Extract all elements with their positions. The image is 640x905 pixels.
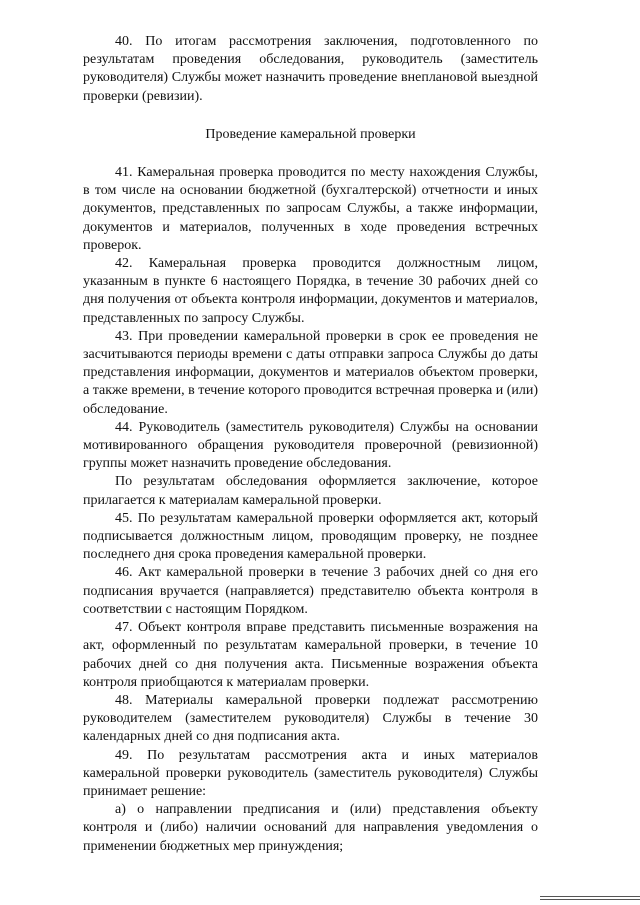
footer-line — [540, 896, 640, 897]
paragraph-44: 44. Руководитель (заместитель руководителя) Службы на основании мотивированного обращения руководителя проверочной (ревизионной) группы может назначить проведение обследования. — [83, 419, 538, 472]
paragraph-40: 40. По итогам рассмотрения заключения, подготовленного по результатам проведения обследования, руководитель (заместитель руководителя) Службы может назначить проведение внеплановой выездной проверки (ревизии). — [83, 34, 538, 104]
section-heading: Проведение камеральной проверки — [205, 126, 416, 142]
paragraph-42: 42. Камеральная проверка проводится должностным лицом, указанным в пункте 6 настоящего Порядка, в течение 30 рабочих дней со дня получения от объекта контроля информации, документов и материалов, представленных по запросу Службы. — [83, 256, 538, 326]
paragraph-49: 49. По результатам рассмотрения акта и иных материалов камеральной проверки руководитель (заместитель руководителя) Службы принимает решение: — [83, 747, 538, 799]
paragraph-48: 48. Материалы камеральной проверки подлежат рассмотрению руководителем (заместителем руководителя) Службы в течение 30 календарных дней со дня подписания акта. — [83, 692, 538, 745]
paragraph-46: 46. Акт камеральной проверки в течение 3 рабочих дней со дня его подписания вручается (направляется) представителю объекта контроля в соответствии с настоящим Порядком. — [83, 565, 538, 617]
paragraph-43: 43. При проведении камеральной проверки в срок ее проведения не засчитываются периоды времени с даты отправки запроса Службы до даты представления информации, документов и материалов объектом проверки, а также времени, в течение которого проводится встречная проверка и (или) обследование. — [83, 328, 538, 417]
paragraph-47: 47. Объект контроля вправе представить письменные возражения на акт, оформленный по результатам камеральной проверки, в течение 10 рабочих дней со дня получения акта. Письменные возражения объекта контроля приобщаются к материалам проверки. — [83, 620, 538, 690]
footer-line — [540, 899, 640, 900]
paragraph-45: 45. По результатам камеральной проверки оформляется акт, который подписывается должностным лицом, проводящим проверку, не позднее последнего дня срока проведения камеральной проверки. — [83, 510, 538, 563]
paragraph-44-continued: По результатам обследования оформляется заключение, которое прилагается к материалам камеральной проверки. — [83, 474, 538, 508]
paragraph-49-a: а) о направлении предписания и (или) представления объекту контроля и (либо) наличии оснований для направления уведомления о применении бюджетных мер принуждения; — [83, 802, 538, 854]
footer-rule — [540, 896, 640, 902]
document-body — [83, 33, 538, 856]
paragraph-41: 41. Камеральная проверка проводится по месту нахождения Службы, в том числе на основании бюджетной (бухгалтерской) отчетности и иных документов, представленных по запросам Службы, а также информации, документов и материалов, полученных в ходе проведения встречных проверок. — [83, 165, 538, 253]
